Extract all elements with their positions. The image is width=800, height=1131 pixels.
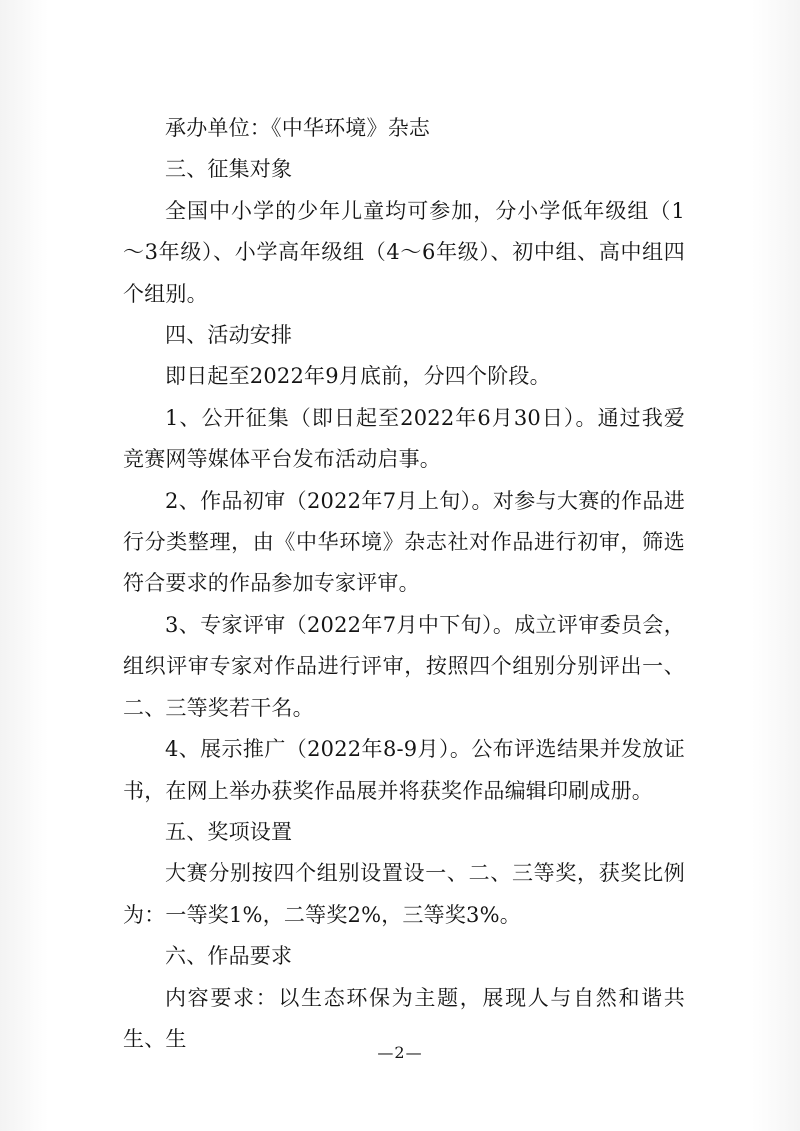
paragraph-content-requirements: 内容要求：以生态环保为主题，展现人与自然和谐共生、生	[123, 985, 685, 1051]
paragraph-stage-4: 4、展示推广（2022年8-9月）。公布评选结果并发放证书，在网上举办获奖作品展并将获奖作品编辑印刷成册。	[123, 737, 685, 803]
paragraph-awards: 大赛分别按四个组别设置设一、二、三等奖，获奖比例为：一等奖1%，二等奖2%，三等奖3%。	[123, 861, 685, 927]
section-heading-target-participants: 三、征集对象	[165, 157, 293, 182]
paragraph-stage-1: 1、公开征集（即日起至2022年6月30日）。通过我爱竞赛网等媒体平台发布活动启事。	[123, 405, 685, 472]
paragraph-participants: 全国中小学的少年儿童均可参加，分小学低年级组（1～3年级）、小学高年级组（4～6年级）、初中组、高中组四个组别。	[123, 198, 685, 306]
section-heading-requirements: 六、作品要求	[165, 944, 293, 969]
document-body	[123, 108, 685, 1060]
section-heading-schedule: 四、活动安排	[165, 323, 293, 348]
section-heading-awards: 五、奖项设置	[165, 819, 293, 844]
page-number: —2—	[377, 1043, 423, 1062]
paragraph-stage-2: 2、作品初审（2022年7月上旬）。对参与大赛的作品进行分类整理，由《中华环境》杂志社对作品进行初审，筛选符合要求的作品参加专家评审。	[123, 488, 685, 596]
paragraph-organizer: 承办单位：《中华环境》杂志	[165, 116, 431, 140]
paragraph-stage-3: 3、专家评审（2022年7月中下旬）。成立评审委员会，组织评审专家对作品进行评审，按照四个组别分别评出一、二、三等奖若干名。	[123, 612, 685, 720]
paragraph-schedule-intro: 即日起至2022年9月底前，分四个阶段。	[165, 364, 551, 389]
